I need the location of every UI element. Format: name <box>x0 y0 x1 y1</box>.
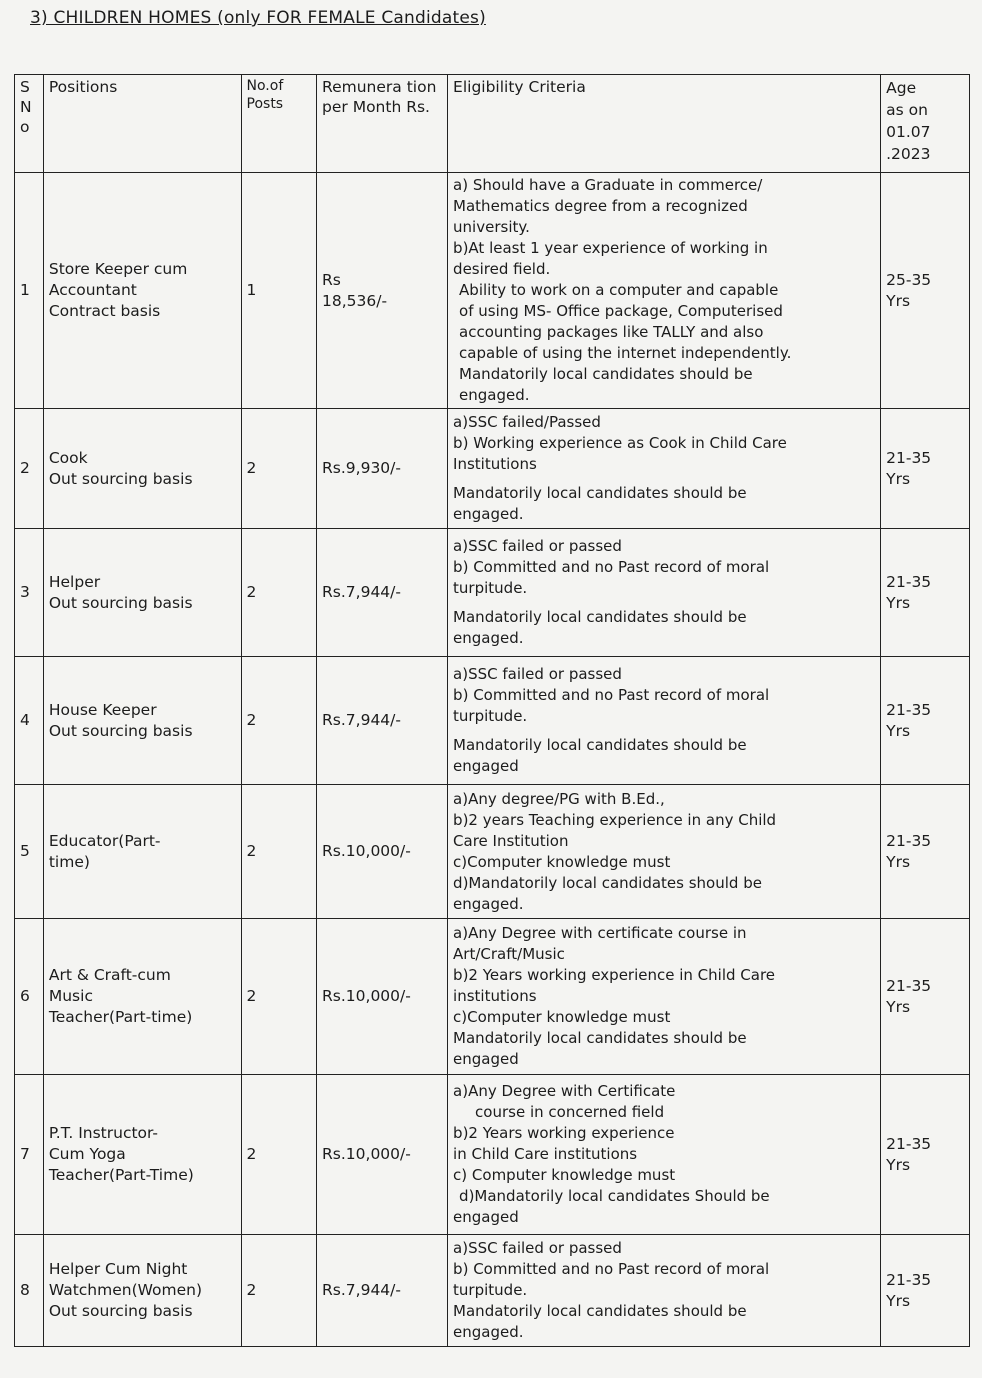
eligibility-line: turpitude. <box>453 579 528 597</box>
age-line: Yrs <box>886 291 911 310</box>
eligibility-line: b)At least 1 year experience of working in <box>453 239 768 257</box>
cell-position <box>43 529 241 657</box>
header-no-of-posts: No.of Posts <box>241 75 317 173</box>
cell-age <box>881 173 970 409</box>
age-line: 25-35 <box>886 270 932 289</box>
eligibility-line: Mathematics degree from a recognized <box>453 197 748 215</box>
eligibility-line: a)Any degree/PG with B.Ed., <box>453 789 665 808</box>
header-sno <box>15 75 44 173</box>
eligibility-line: d)Mandatorily local candidates Should be <box>459 1187 770 1205</box>
eligibility-line: Mandatorily local candidates should be <box>453 1302 747 1320</box>
eligibility-line: Mandatorily local candidates should be <box>459 365 753 383</box>
eligibility-line: c)Computer knowledge must <box>453 1008 671 1026</box>
cell-posts: 2 <box>241 785 317 919</box>
eligibility-line: institutions <box>453 987 537 1005</box>
position-line: Accountant <box>48 281 137 299</box>
cell-sno: 8 <box>15 1235 44 1347</box>
position-line: Cook <box>48 448 88 467</box>
cell-remuneration <box>317 1075 448 1235</box>
eligibility-line: Institutions <box>453 455 537 473</box>
eligibility-line: c) Computer knowledge must <box>453 1166 676 1184</box>
eligibility-line: a) Should have a Graduate in commerce/ <box>453 176 763 194</box>
cell-age <box>881 919 970 1075</box>
age-line: 21-35 <box>886 572 932 591</box>
age-line: 21-35 <box>886 831 932 850</box>
age-line: 21-35 <box>886 700 932 719</box>
cell-sno: 5 <box>15 785 44 919</box>
remuneration-line: Rs.7,944/- <box>322 1281 401 1299</box>
cell-posts: 2 <box>241 1235 317 1347</box>
cell-age <box>881 409 970 529</box>
age-line: Yrs <box>886 721 911 740</box>
age-line: 21-35 <box>886 448 932 467</box>
remuneration-line: 18,536/- <box>322 291 388 310</box>
position-line: Music <box>48 987 93 1005</box>
age-line: 21-35 <box>886 1270 932 1289</box>
position-line: House Keeper <box>48 700 157 719</box>
position-line: Helper <box>48 572 101 591</box>
cell-age <box>881 1235 970 1347</box>
table-row <box>15 409 970 529</box>
remuneration-line: Rs.9,930/- <box>322 459 401 477</box>
cell-eligibility <box>448 785 881 919</box>
age-line: Yrs <box>886 1291 911 1310</box>
cell-sno: 2 <box>15 409 44 529</box>
header-sno-line: S <box>20 78 30 96</box>
table-row <box>15 1235 970 1347</box>
header-remuneration: Remunera tion per Month Rs. <box>317 75 448 173</box>
cell-age <box>881 1075 970 1235</box>
age-line: 21-35 <box>886 976 932 995</box>
position-line: Educator(Part- <box>48 831 161 850</box>
remuneration-line: Rs.7,944/- <box>322 583 401 601</box>
eligibility-line: a)SSC failed or passed <box>453 1239 622 1257</box>
cell-age <box>881 657 970 785</box>
header-row <box>15 75 970 173</box>
position-line: P.T. Instructor- <box>48 1124 159 1142</box>
eligibility-line: b) Committed and no Past record of moral <box>453 686 770 704</box>
eligibility-line: b)2 Years working experience in Child Care <box>453 966 776 984</box>
cell-position <box>43 657 241 785</box>
remuneration-line: Rs.10,000/- <box>322 1145 411 1163</box>
eligibility-line: course in concerned field <box>475 1103 665 1121</box>
table-row <box>15 919 970 1075</box>
cell-remuneration <box>317 529 448 657</box>
eligibility-line: engaged. <box>453 629 524 647</box>
cell-posts: 1 <box>241 173 317 409</box>
position-line: time) <box>48 852 90 871</box>
eligibility-line: engaged. <box>459 386 530 404</box>
cell-remuneration <box>317 657 448 785</box>
table-row <box>15 785 970 919</box>
position-line: Out sourcing basis <box>48 593 193 612</box>
header-eligibility: Eligibility Criteria <box>448 75 881 173</box>
cell-remuneration <box>317 409 448 529</box>
cell-position <box>43 785 241 919</box>
eligibility-line: desired field. <box>453 260 551 278</box>
cell-remuneration <box>317 173 448 409</box>
header-sno-line: o <box>20 118 30 136</box>
eligibility-line: a)SSC failed or passed <box>453 537 622 555</box>
table-row <box>15 657 970 785</box>
cell-remuneration <box>317 1235 448 1347</box>
eligibility-line: Care Institution <box>453 831 569 850</box>
eligibility-line: a)SSC failed or passed <box>453 665 622 683</box>
cell-posts: 2 <box>241 409 317 529</box>
cell-position <box>43 1235 241 1347</box>
eligibility-line: b)2 years Teaching experience in any Child <box>453 810 777 829</box>
cell-eligibility <box>448 529 881 657</box>
eligibility-line: engaged <box>453 1208 519 1226</box>
position-line: Teacher(Part-Time) <box>48 1166 194 1184</box>
position-line: Out sourcing basis <box>48 721 193 740</box>
age-line: Yrs <box>886 1155 911 1174</box>
eligibility-line: b) Committed and no Past record of moral <box>453 1260 770 1278</box>
cell-sno: 6 <box>15 919 44 1075</box>
remuneration-line: Rs.10,000/- <box>322 842 411 860</box>
table-row <box>15 529 970 657</box>
eligibility-line: of using MS- Office package, Computerised <box>459 302 783 320</box>
cell-position <box>43 1075 241 1235</box>
table-row <box>15 173 970 409</box>
positions-table <box>14 74 970 1347</box>
eligibility-line: a)Any Degree with Certificate <box>453 1082 676 1100</box>
eligibility-line: d)Mandatorily local candidates should be <box>453 873 762 892</box>
eligibility-line: b) Committed and no Past record of moral <box>453 558 770 576</box>
cell-eligibility <box>448 657 881 785</box>
cell-posts: 2 <box>241 529 317 657</box>
eligibility-line: Mandatorily local candidates should be <box>453 736 747 754</box>
age-line: Yrs <box>886 997 911 1016</box>
position-line: Helper Cum Night <box>48 1260 188 1278</box>
eligibility-line: Art/Craft/Music <box>453 945 565 963</box>
eligibility-line: accounting packages like TALLY and also <box>459 323 764 341</box>
position-line: Out sourcing basis <box>48 469 193 488</box>
age-line: Yrs <box>886 469 911 488</box>
header-age-line: 01.07 <box>886 123 931 141</box>
remuneration-line: Rs.10,000/- <box>322 987 411 1005</box>
remuneration-line: Rs.7,944/- <box>322 711 401 729</box>
cell-age <box>881 529 970 657</box>
header-age-line: Age <box>886 79 917 97</box>
eligibility-line: b) Working experience as Cook in Child Care <box>453 434 787 452</box>
position-line: Contract basis <box>48 302 161 320</box>
eligibility-line: engaged. <box>453 1323 524 1341</box>
cell-sno: 3 <box>15 529 44 657</box>
eligibility-line: turpitude. <box>453 707 528 725</box>
cell-sno: 1 <box>15 173 44 409</box>
eligibility-line: engaged. <box>453 505 524 523</box>
eligibility-line: university. <box>453 218 530 236</box>
eligibility-line: engaged. <box>453 894 524 913</box>
position-line: Store Keeper cum <box>48 260 188 278</box>
cell-position <box>43 173 241 409</box>
eligibility-line: engaged <box>453 1050 519 1068</box>
cell-remuneration <box>317 785 448 919</box>
cell-eligibility <box>448 1235 881 1347</box>
cell-eligibility <box>448 919 881 1075</box>
eligibility-line: a)SSC failed/Passed <box>453 413 601 431</box>
position-line: Watchmen(Women) <box>48 1281 203 1299</box>
eligibility-line: Mandatorily local candidates should be <box>453 1029 747 1047</box>
position-line: Teacher(Part-time) <box>48 1008 193 1026</box>
remuneration-line: Rs <box>322 270 341 289</box>
header-positions: Positions <box>43 75 241 173</box>
eligibility-line: a)Any Degree with certificate course in <box>453 924 747 942</box>
cell-position <box>43 919 241 1075</box>
eligibility-line: turpitude. <box>453 1281 528 1299</box>
cell-posts: 2 <box>241 1075 317 1235</box>
cell-posts: 2 <box>241 919 317 1075</box>
cell-eligibility <box>448 409 881 529</box>
table-row <box>15 1075 970 1235</box>
cell-remuneration <box>317 919 448 1075</box>
cell-eligibility <box>448 1075 881 1235</box>
cell-sno: 7 <box>15 1075 44 1235</box>
age-line: Yrs <box>886 852 911 871</box>
page-heading: 3) CHILDREN HOMES (only FOR FEMALE Candidates) <box>30 8 486 28</box>
eligibility-line: b)2 Years working experience <box>453 1124 675 1142</box>
header-age <box>881 75 970 173</box>
position-line: Art & Craft-cum <box>48 966 171 984</box>
cell-eligibility <box>448 173 881 409</box>
header-age-line: .2023 <box>886 145 931 163</box>
eligibility-line: capable of using the internet independently. <box>459 344 792 362</box>
eligibility-line: Mandatorily local candidates should be <box>453 608 747 626</box>
eligibility-line: c)Computer knowledge must <box>453 852 671 871</box>
header-age-line: as on <box>886 101 928 119</box>
position-line: Cum Yoga <box>48 1145 126 1163</box>
eligibility-line: in Child Care institutions <box>453 1145 638 1163</box>
age-line: 21-35 <box>886 1134 932 1153</box>
cell-posts: 2 <box>241 657 317 785</box>
cell-position <box>43 409 241 529</box>
position-line: Out sourcing basis <box>48 1302 193 1320</box>
cell-sno: 4 <box>15 657 44 785</box>
eligibility-line: engaged <box>453 757 519 775</box>
eligibility-line: Mandatorily local candidates should be <box>453 484 747 502</box>
age-line: Yrs <box>886 593 911 612</box>
eligibility-line: Ability to work on a computer and capable <box>459 281 779 299</box>
header-sno-line: N <box>20 98 32 116</box>
cell-age <box>881 785 970 919</box>
